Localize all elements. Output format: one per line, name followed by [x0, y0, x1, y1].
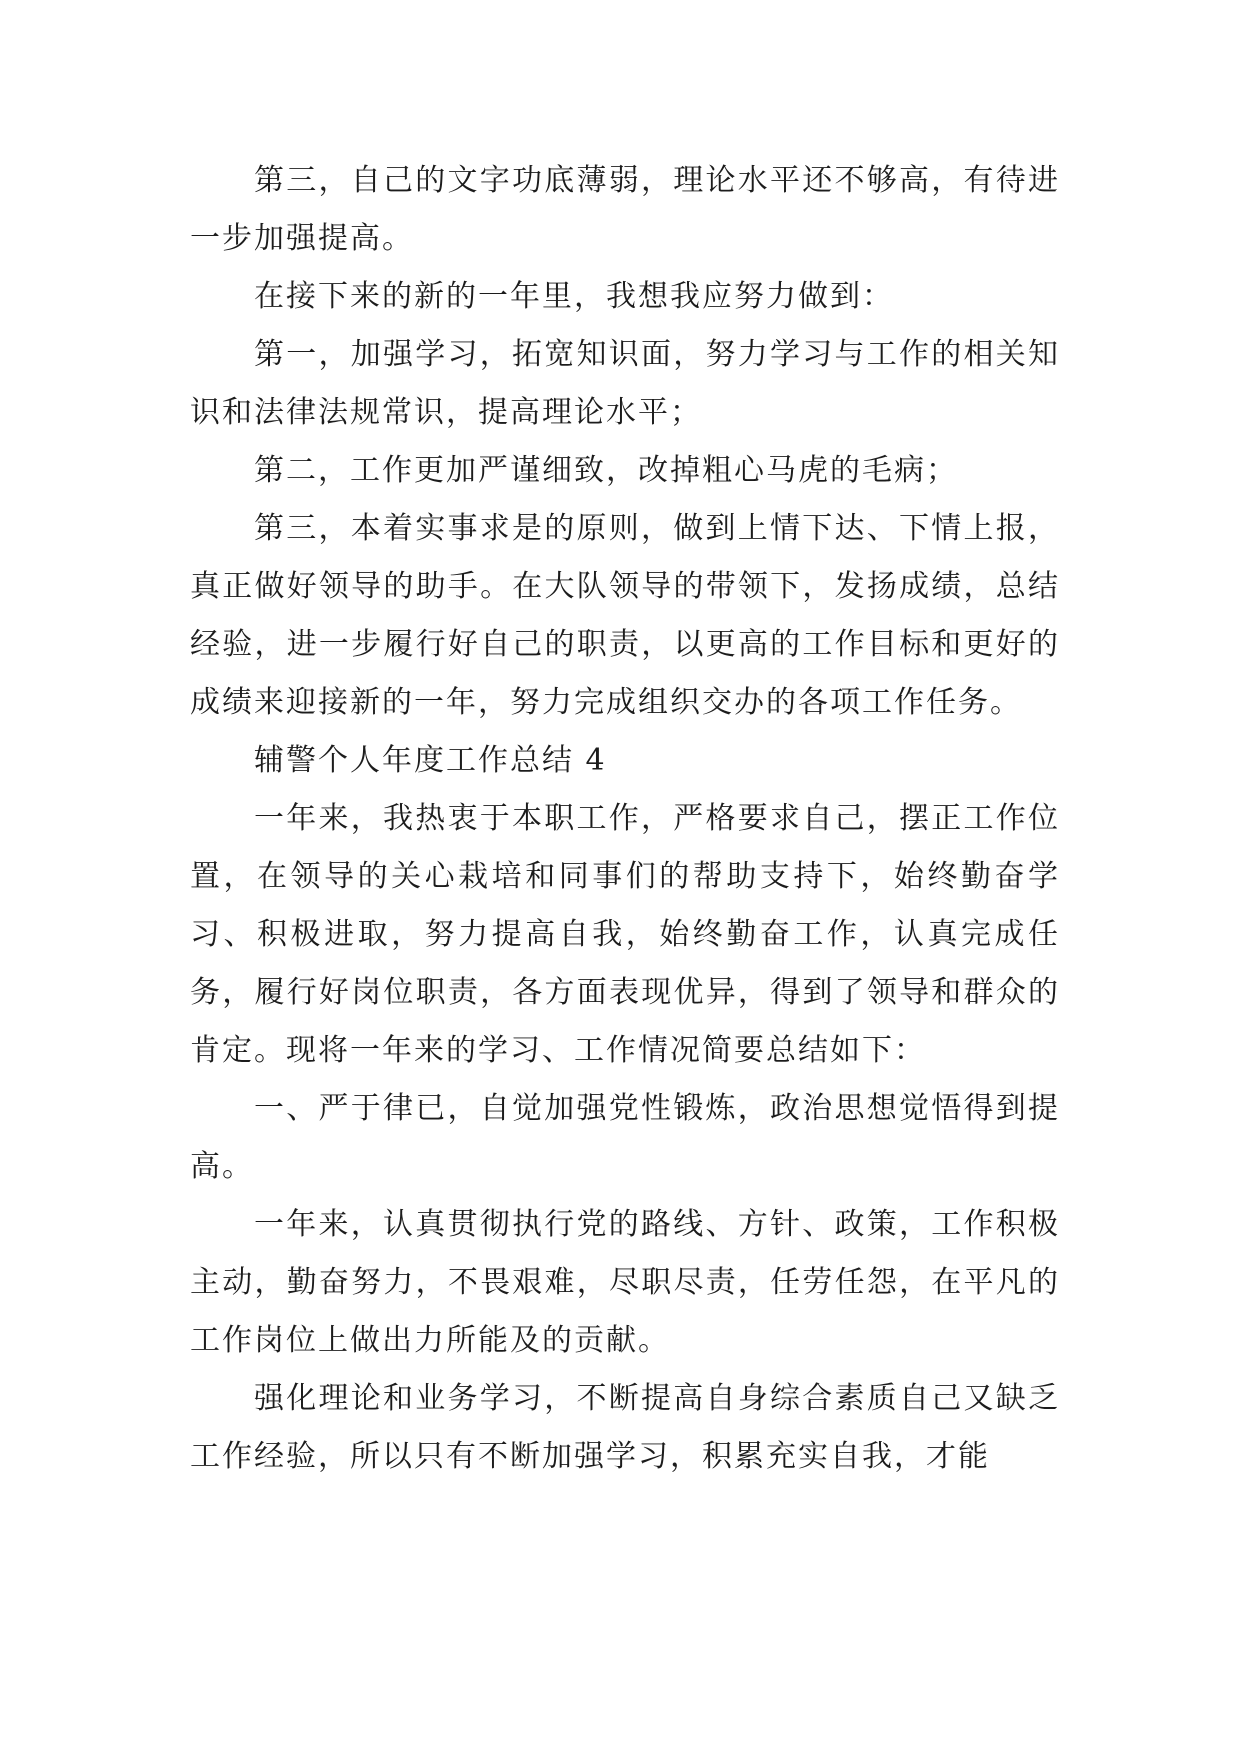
paragraph-study: 强化理论和业务学习，不断提高自身综合素质自己又缺乏工作经验，所以只有不断加强学习，积累充实自我，才能 [190, 1381, 1060, 1474]
paragraph-next-year-intro: 在接下来的新的一年里，我想我应努力做到： [254, 279, 894, 314]
paragraph-goal-two: 第二，工作更加严谨细致，改掉粗心马虎的毛病； [254, 453, 958, 488]
paragraph-goal-one: 第一，加强学习，拓宽知识面，努力学习与工作的相关知识和法律法规常识，提高理论水平； [190, 337, 1060, 430]
paragraph-summary-intro: 一年来，我热衷于本职工作，严格要求自己，摆正工作位置，在领导的关心栽培和同事们的帮助支持下，始终勤奋学习、积极进取，努力提高自我，始终勤奋工作，认真完成任务，履行好岗位职责，各方面表现优异，得到了领导和群众的肯定。现将一年来的学习、工作情况简要总结如下： [190, 801, 1060, 1068]
document-body [190, 152, 1060, 1486]
paragraph-point-one-body: 一年来，认真贯彻执行党的路线、方针、政策，工作积极主动，勤奋努力，不畏艰难，尽职尽责，任劳任怨，在平凡的工作岗位上做出力所能及的贡献。 [190, 1207, 1060, 1358]
paragraph-goal-three: 第三，本着实事求是的原则，做到上情下达、下情上报，真正做好领导的助手。在大队领导的带领下，发扬成绩，总结经验，进一步履行好自己的职责，以更高的工作目标和更好的成绩来迎接新的一年，努力完成组织交办的各项工作任务。 [190, 511, 1060, 720]
section-heading: 辅警个人年度工作总结 4 [254, 743, 607, 778]
paragraph-point-one-title: 一、严于律已，自觉加强党性锻炼，政治思想觉悟得到提高。 [190, 1091, 1060, 1184]
paragraph-weakness-three: 第三，自己的文字功底薄弱，理论水平还不够高，有待进一步加强提高。 [190, 163, 1060, 256]
